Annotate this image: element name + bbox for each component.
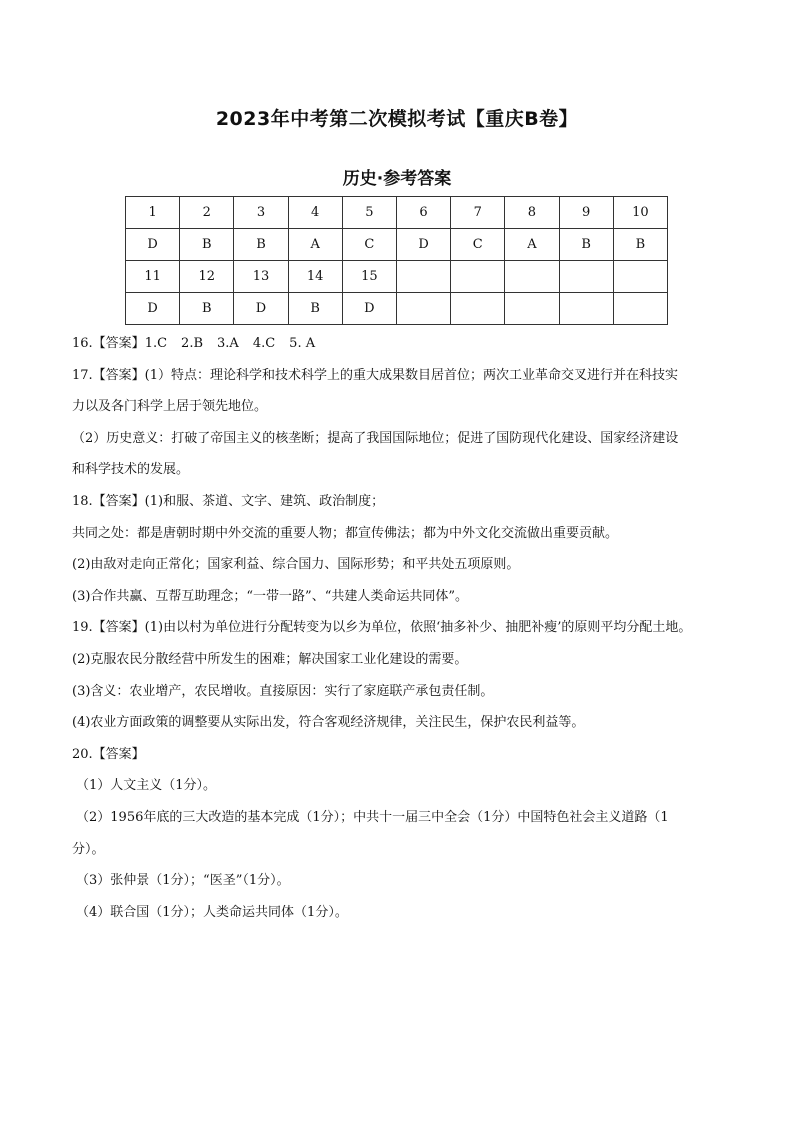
q16-item: 1.C: [144, 336, 168, 351]
table-cell: 13: [234, 261, 288, 293]
q16-item: 4.C: [252, 336, 276, 351]
table-cell: [505, 293, 559, 325]
q20-line: （4）联合国（1分）；人类命运共同体（1分）。: [76, 904, 348, 920]
q19-line: (2)克服农民分散经营中所发生的困难；解决国家工业化建设的需要。: [72, 651, 468, 667]
table-cell: 6: [396, 197, 450, 229]
table-cell: [451, 293, 505, 325]
q19-line: (3)含义：农业增产，农民增收。直接原因：实行了家庭联产承包责任制。: [72, 683, 494, 699]
table-cell: [613, 293, 667, 325]
q20-line: 分）。: [72, 841, 105, 857]
page-subtitle: 历史·参考答案: [342, 169, 452, 189]
table-cell: [559, 293, 613, 325]
table-cell: [451, 261, 505, 293]
table-cell: 1: [126, 197, 180, 229]
q18-line: (3)合作共赢、互帮互助理念；“一带一路”、“共建人类命运共同体”。: [72, 588, 468, 604]
table-cell: 3: [234, 197, 288, 229]
table-cell: [396, 261, 450, 293]
table-cell: A: [505, 229, 559, 261]
q17-line: （2）历史意义：打破了帝国主义的核垄断；提高了我国国际地位；促进了国防现代化建设、国家经济建设: [72, 430, 679, 446]
q19-line: (4)农业方面政策的调整要从实际出发，符合客观经济规律，关注民生，保护农民利益等。: [72, 715, 585, 731]
table-cell: A: [288, 229, 342, 261]
q18-line: (2)由敌对走向正常化；国家利益、综合国力、国际形势；和平共处五项原则。: [72, 557, 520, 573]
table-cell: B: [180, 229, 234, 261]
table-cell: 11: [126, 261, 180, 293]
table-cell: D: [396, 229, 450, 261]
q16-item: 5. A: [289, 336, 316, 351]
table-cell: [396, 293, 450, 325]
q18-line: 共同之处：都是唐朝时期中外交流的重要人物；都宣传佛法；都为中外文化交流做出重要贡献。: [72, 525, 619, 541]
q16-item: 2.B: [181, 336, 204, 351]
table-cell: [613, 261, 667, 293]
table-cell: B: [613, 229, 667, 261]
table-cell: C: [451, 229, 505, 261]
page-title: 2023年中考第二次模拟考试【重庆B卷】: [215, 108, 579, 130]
table-row: [126, 293, 668, 325]
table-cell: B: [288, 293, 342, 325]
table-cell: B: [180, 293, 234, 325]
table-row: [126, 261, 668, 293]
table-cell: B: [234, 229, 288, 261]
table-cell: 10: [613, 197, 667, 229]
table-cell: 2: [180, 197, 234, 229]
q16-label: 16.【答案】: [72, 336, 145, 351]
table-row: [126, 197, 668, 229]
q20-line: （2）1956年底的三大改造的基本完成（1分）；中共十一届三中全会（1分）中国特色社会主义道路（1: [76, 809, 669, 825]
table-cell: 9: [559, 197, 613, 229]
answer-table: [125, 196, 668, 325]
table-cell: C: [342, 229, 396, 261]
table-cell: 7: [451, 197, 505, 229]
table-cell: D: [342, 293, 396, 325]
q20-line: 20.【答案】: [72, 746, 145, 762]
table-cell: 12: [180, 261, 234, 293]
table-cell: D: [126, 229, 180, 261]
table-cell: D: [234, 293, 288, 325]
table-row: [126, 229, 668, 261]
q16-item: 3.A: [217, 336, 239, 351]
q20-line: （1）人文主义（1分）。: [76, 778, 217, 794]
q17-line: 和科学技术的发展。: [72, 462, 190, 478]
table-cell: 4: [288, 197, 342, 229]
q19-line: 19.【答案】(1)由以村为单位进行分配转变为以乡为单位，依照‘抽多补少、抽肥补瘦’的原则平均分配土地。: [72, 620, 692, 636]
answer-content: [72, 328, 732, 928]
table-cell: B: [559, 229, 613, 261]
q17-line: 力以及各门科学上居于领先地位。: [72, 399, 268, 415]
table-cell: 15: [342, 261, 396, 293]
table-cell: 5: [342, 197, 396, 229]
table-cell: D: [126, 293, 180, 325]
table-cell: 14: [288, 261, 342, 293]
table-cell: 8: [505, 197, 559, 229]
q16-answer: [72, 328, 732, 360]
q20-line: （3）张仲景（1分）；“医圣”（1分）。: [76, 873, 290, 889]
q17-line: 17.【答案】(1）特点：理论科学和技术科学上的重大成果数目居首位；两次工业革命交叉进行并在科技实: [72, 367, 679, 383]
q18-line: 18.【答案】(1)和服、茶道、文字、建筑、政治制度；: [72, 493, 385, 509]
table-cell: [505, 261, 559, 293]
table-cell: [559, 261, 613, 293]
